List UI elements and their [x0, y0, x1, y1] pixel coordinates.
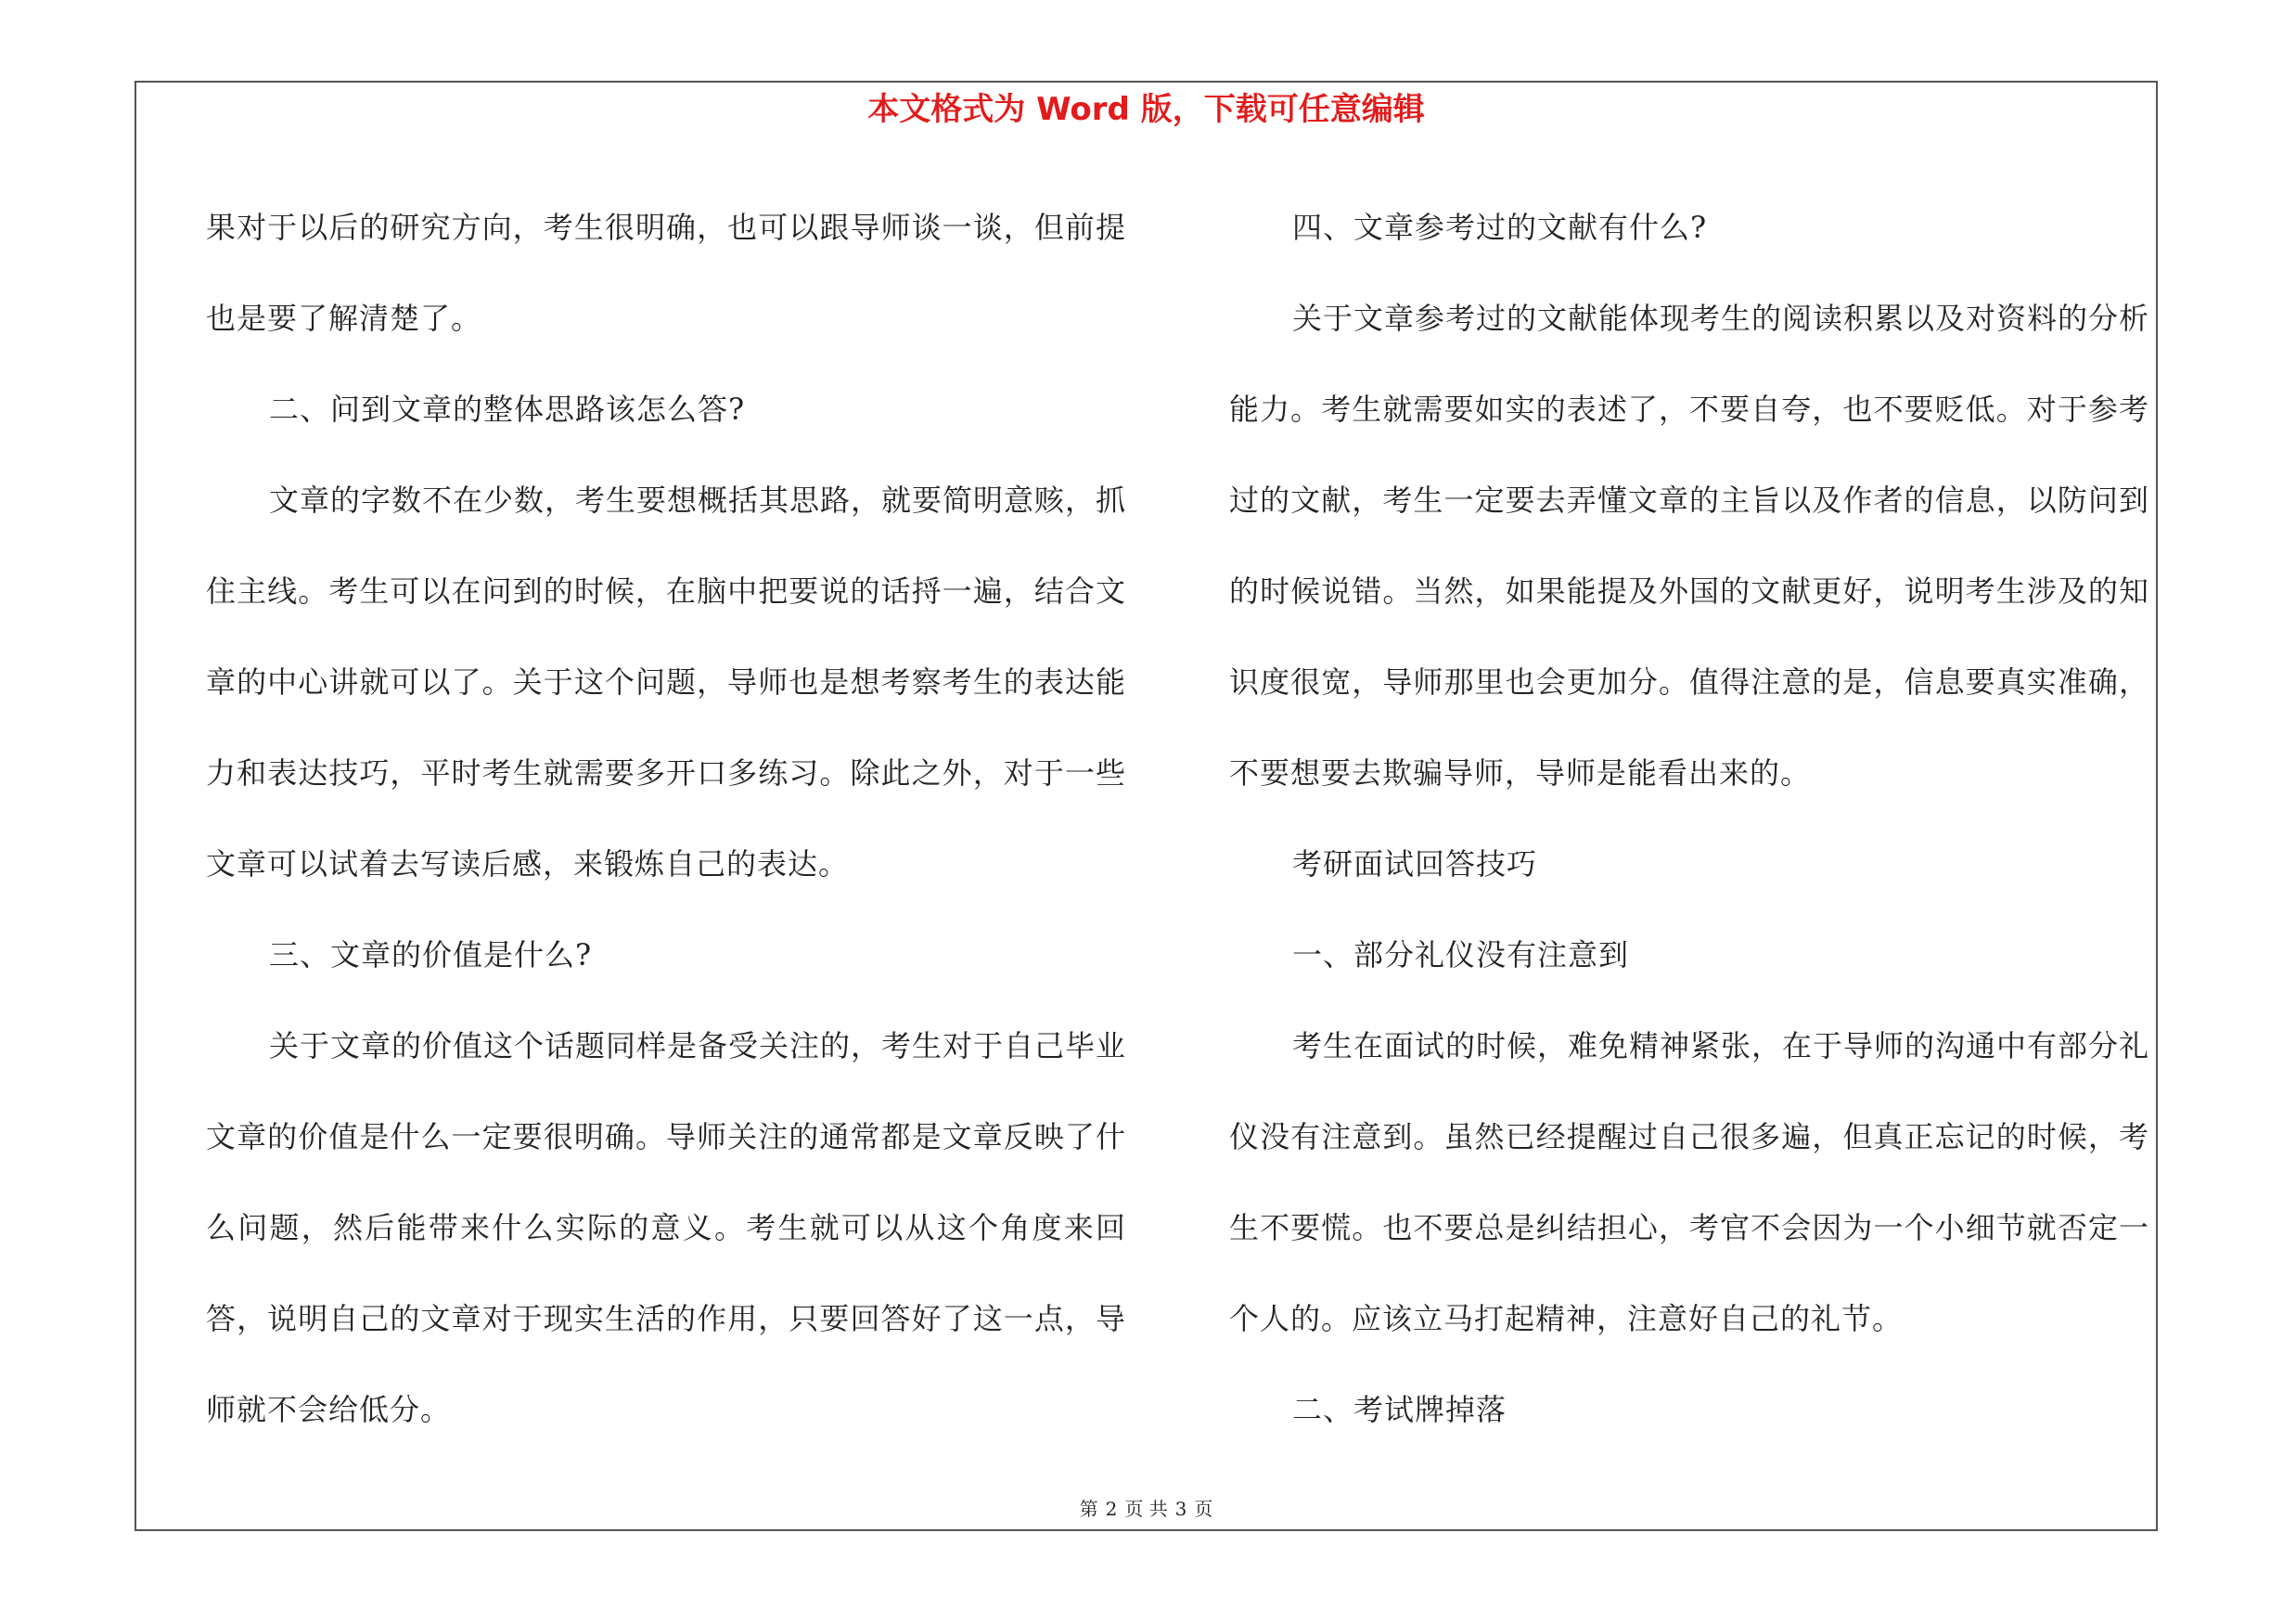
right-paragraph-5: 考生在面试的时候，难免精神紧张，在于导师的沟通中有部分礼仪没有注意到。虽然已经提醒过自己很多遍，但真正忘记的时候，考生不要慌。也不要总是纠结担心，考官不会因为一个小细节就否定一个人的。应该立马打起精神，注意好自己的礼节。: [1229, 1028, 2150, 1336]
right-heading-6: 二、考试牌掉落: [1292, 1392, 1507, 1427]
right-paragraph-2: 关于文章参考过的文献能体现考生的阅读积累以及对资料的分析能力。考生就需要如实的表述了，不要自夸，也不要贬低。对于参考过的文献，考生一定要去弄懂文章的主旨以及作者的信息，以防问到的时候说错。当然，如果能提及外国的文献更好，说明考生涉及的知识度很宽，导师那里也会更加分。值得注意的是，信息要真实准确，不要想要去欺骗导师，导师是能看出来的。: [1229, 301, 2150, 791]
footer-prefix: 第: [1079, 1498, 1098, 1520]
footer-middle: 页 共: [1124, 1498, 1168, 1520]
total-page-count: 3: [1174, 1498, 1187, 1520]
left-paragraph-3: 文章的字数不在少数，考生要想概括其思路，就要简明意赅，抓住主线。考生可以在问到的时候，在脑中把要说的话捋一遍，结合文章的中心讲就可以了。关于这个问题，导师也是想考察考生的表达能力和表达技巧，平时考生就需要多开口多练习。除此之外，对于一些文章可以试着去写读后感，来锻炼自己的表达。: [206, 483, 1127, 882]
left-column: [206, 182, 1126, 1455]
page-footer: [135, 1496, 2158, 1522]
left-heading-4: 三、文章的价值是什么?: [269, 937, 593, 973]
left-heading-2: 二、问到文章的整体思路该怎么答?: [269, 392, 746, 427]
right-heading-4: 一、部分礼仪没有注意到: [1292, 937, 1630, 973]
format-banner: 本文格式为 Word 版，下载可任意编辑: [867, 91, 1425, 128]
right-column: [1229, 182, 2149, 1455]
footer-suffix: 页: [1194, 1498, 1213, 1520]
right-heading-1: 四、文章参考过的文献有什么?: [1292, 210, 1708, 245]
left-paragraph-1: 果对于以后的研究方向，考生很明确，也可以跟导师谈一谈，但前提也是要了解清楚了。: [206, 210, 1126, 336]
left-paragraph-5: 关于文章的价值这个话题同样是备受关注的，考生对于自己毕业文章的价值是什么一定要很明确。导师关注的通常都是文章反映了什么问题，然后能带来什么实际的意义。考生就可以从这个角度来回答，说明自己的文章对于现实生活的作用，只要回答好了这一点，导师就不会给低分。: [206, 1028, 1127, 1427]
right-section-title-3: 考研面试回答技巧: [1292, 846, 1538, 882]
current-page-number: 2: [1105, 1498, 1118, 1520]
